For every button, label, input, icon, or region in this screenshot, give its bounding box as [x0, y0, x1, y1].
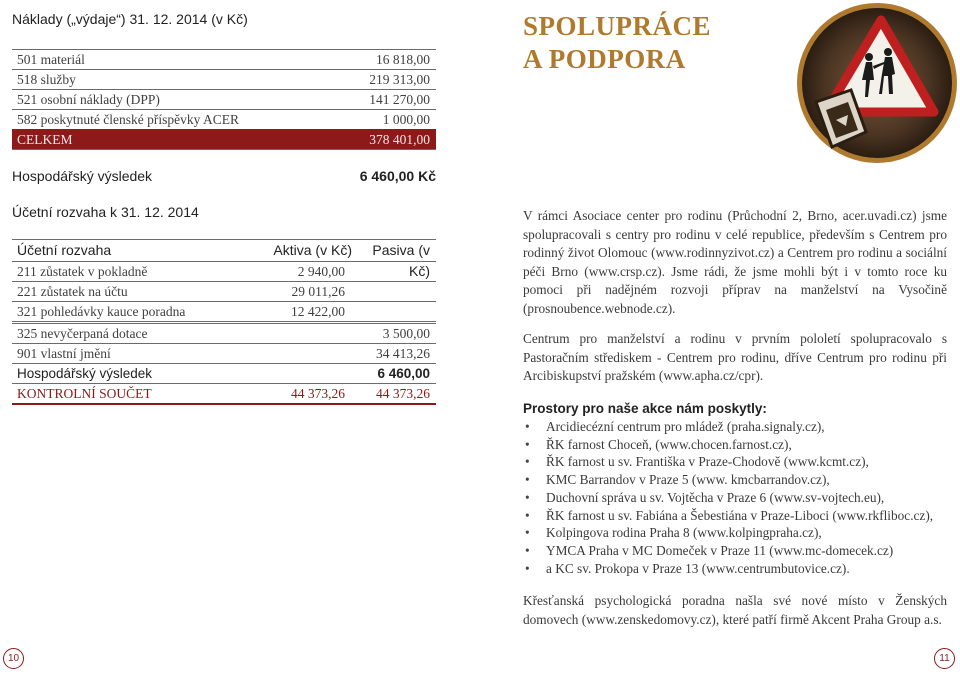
balance-c1: 901 vlastní jmění — [17, 346, 111, 361]
balance-c2: 2 940,00 — [297, 264, 345, 279]
cost-value: 219 313,00 — [369, 72, 430, 87]
result-value: 6 460,00 Kč — [359, 168, 436, 184]
balance-control-row — [12, 383, 436, 405]
list-item: • KMC Barrandov v Praze 5 (www. kmcbarrandov.cz), — [523, 471, 953, 489]
costs-title: Náklady („výdaje“) 31. 12. 2014 (v Kč) — [12, 11, 248, 27]
balance-c1: 221 zůstatek na účtu — [17, 284, 128, 299]
result-label: Hospodářský výsledek — [12, 168, 153, 184]
balance-c3: 6 460,00 — [377, 366, 430, 381]
balance-row — [12, 261, 436, 281]
list-item: • Kolpingova rodina Praha 8 (www.kolpingpraha.cz), — [523, 524, 953, 542]
cost-value: 1 000,00 — [382, 112, 430, 127]
balance-c1: KONTROLNÍ SOUČET — [17, 386, 152, 401]
balance-table — [12, 239, 436, 405]
cost-total-row — [12, 129, 436, 149]
list-item: • ŘK farnost u sv. Františka v Praze-Chodově (www.kcmt.cz), — [523, 453, 953, 471]
balance-c3 — [351, 262, 436, 281]
cost-total-label: CELKEM — [17, 132, 73, 147]
balance-row — [12, 281, 436, 301]
cost-label: 501 materiál — [17, 52, 85, 67]
balance-c2 — [257, 344, 351, 363]
road-sign-photo — [796, 2, 958, 164]
heading-line-2: A PODPORA — [523, 44, 686, 74]
balance-c3 — [351, 282, 436, 301]
balance-c1: 321 pohledávky kauce poradna — [17, 304, 186, 319]
cost-row — [12, 69, 436, 89]
balance-c3: 44 373,26 — [376, 386, 430, 401]
cost-value: 16 818,00 — [376, 52, 430, 67]
list-item: • ŘK farnost u sv. Fabiána a Šebestiána v Praze-Liboci (www.rkfliboc.cz), — [523, 507, 953, 525]
balance-row — [12, 301, 436, 321]
cost-label: 521 osobní náklady (DPP) — [17, 92, 160, 107]
cost-label: 582 poskytnuté členské příspěvky ACER — [17, 112, 239, 127]
list-item: • a KC sv. Prokopa v Praze 13 (www.centrumbutovice.cz). — [523, 560, 953, 578]
balance-c3 — [351, 302, 436, 321]
balance-c2: 29 011,26 — [291, 284, 345, 299]
list-item: • Duchovní správa u sv. Vojtěcha v Praze 6 (www.sv-vojtech.eu), — [523, 489, 953, 507]
cost-value: 141 270,00 — [369, 92, 430, 107]
balance-c1: 211 zůstatek v pokladně — [17, 264, 148, 279]
header-c3: Pasiva (v Kč) — [372, 242, 430, 279]
paragraph-2: Centrum pro manželství a rodinu v prvním pololetí spolupracovalo s Pastoračním střediskem - Centrem pro rodinu, dříve Centrum pro rodinu při Arcibiskupství pražském (www.apha.cz/cpr). — [523, 331, 947, 384]
cost-label: 518 služby — [17, 72, 76, 87]
support-list — [523, 418, 953, 577]
balance-c2: 44 373,26 — [291, 386, 345, 401]
page-number-right: 11 — [934, 648, 955, 669]
list-item: • Arcidiecézní centrum pro mládež (praha.signaly.cz), — [523, 418, 953, 436]
balance-c1: Hospodářský výsledek — [17, 366, 153, 381]
balance-c3: 3 500,00 — [382, 326, 430, 341]
cost-row — [12, 89, 436, 109]
balance-row — [12, 323, 436, 343]
header-c1: Účetní rozvaha — [17, 242, 112, 258]
support-title: Prostory pro naše akce nám poskytly: — [523, 401, 767, 416]
header-c2: Aktiva (v Kč) — [273, 242, 352, 258]
balance-c1: 325 nevyčerpaná dotace — [17, 326, 148, 341]
paragraph-1: V rámci Asociace center pro rodinu (Průchodní 2, Brno, acer.uvadi.cz) jsme spolupracovali s centry pro rodinu v celé republice, především s Centrem pro rodinný život Olomouc (www.rodinnyzivot.cz) a Centrem pro rodinu a sociální péči Brno (www.crsp.cz). Jsme rádi, že jsme mohli být i v tomto roce ku pomoci při nadějném rozvoji příprav na manželství na Vysočině (prosnoubence.webnode.cz). — [523, 208, 947, 316]
cost-row — [12, 49, 436, 69]
balance-c2 — [257, 324, 351, 343]
balance-title: Účetní rozvaha k 31. 12. 2014 — [12, 204, 199, 220]
balance-hosp-row — [12, 363, 436, 383]
list-item: • ŘK farnost Choceň, (www.chocen.farnost.cz), — [523, 436, 953, 454]
balance-c2 — [257, 364, 351, 383]
heading-line-1: SPOLUPRÁCE — [523, 11, 712, 41]
paragraph-3: Křesťanská psychologická poradna našla své nové místo v Ženských domovech (www.zenskedomovy.cz), které patří firmě Akcent Praha Group a.s. — [523, 593, 947, 627]
list-item: • YMCA Praha v MC Domeček v Praze 11 (www.mc-domecek.cz) — [523, 542, 953, 560]
balance-c2: 12 422,00 — [291, 304, 345, 319]
cost-row — [12, 109, 436, 129]
cost-total-value: 378 401,00 — [369, 132, 430, 147]
balance-c3: 34 413,26 — [376, 346, 430, 361]
page-number-left: 10 — [3, 648, 24, 669]
section-heading — [523, 10, 711, 76]
costs-table — [12, 49, 436, 150]
balance-row — [12, 343, 436, 363]
